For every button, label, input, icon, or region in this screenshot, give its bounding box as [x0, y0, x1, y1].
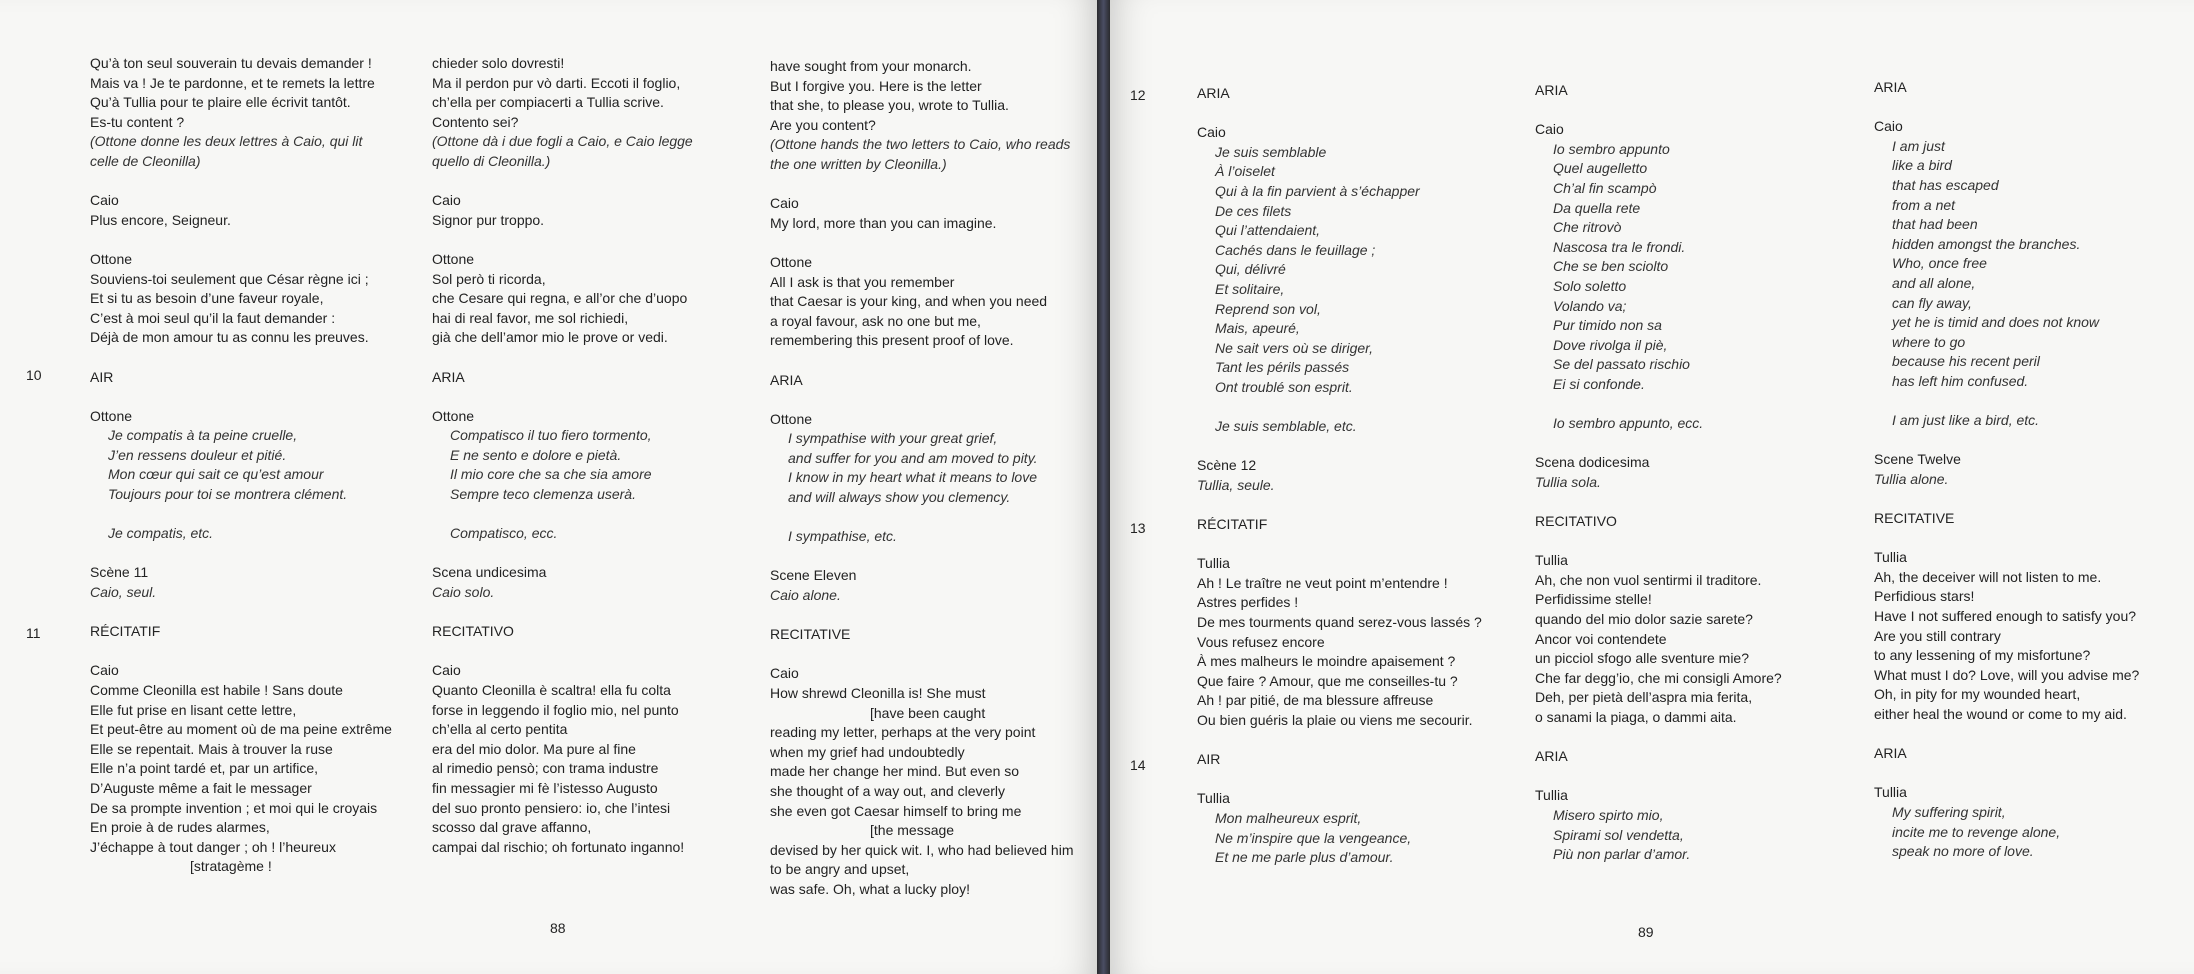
text-line: Qu’à ton seul souverain tu devais demander ! [90, 55, 372, 71]
text-line: Astres perfides ! [1197, 594, 1299, 611]
text-line: like a bird [1892, 157, 1952, 174]
text-line: Mon malheureux esprit, [1215, 809, 1362, 826]
text-line: where to go [1892, 333, 1966, 350]
text-line: forse in leggendo il foglio mio, nel punto [432, 701, 679, 718]
text-line: speak no more of love. [1892, 843, 2034, 860]
spacer [90, 172, 392, 192]
spacer [432, 230, 693, 250]
text-line: De sa prompte invention ; et moi qui le croyais [90, 799, 378, 816]
text-line: Compatisco, ecc. [450, 525, 558, 542]
text-line: Quel augelletto [1553, 160, 1648, 177]
text-line: À mes malheurs le moindre apaisement ? [1197, 653, 1456, 670]
text-line: reading my letter, perhaps at the very point [770, 724, 1036, 741]
text-line: Déjà de mon amour tu as connu les preuves. [90, 329, 369, 346]
text-line: Ottone [432, 250, 475, 267]
text-line: En proie à de rudes alarmes, [90, 819, 270, 836]
text-line: Caio solo. [432, 584, 495, 601]
text-line: that had been [1892, 216, 1978, 233]
text-line: Caio [1874, 118, 1903, 135]
text-line: Sol però ti ricorda, [432, 270, 546, 287]
text-line: Scena dodicesima [1535, 454, 1650, 471]
text-line: RECITATIVO [1535, 513, 1617, 530]
text-line: al rimedio pensò; con trama industre [432, 760, 659, 777]
text-line: RECITATIVO [432, 623, 514, 640]
text-line: made her change her mind. But even so [770, 763, 1020, 780]
text-line: My suffering spirit, [1892, 803, 2006, 820]
spacer [432, 387, 693, 407]
text-line: Ah ! par pitié, de ma blessure affreuse [1197, 692, 1434, 709]
text-line: Deh, per pietà dell’aspra mia ferita, [1535, 689, 1753, 706]
text-line: Qui, délivré [1215, 261, 1286, 278]
text-line: hai di real favor, me sol richiedi, [432, 309, 629, 326]
text-line: che Cesare qui regna, e all’or che d’uopo [432, 290, 688, 307]
text-line: (Ottone hands the two letters to Caio, who reads [770, 136, 1071, 153]
spacer [1874, 764, 2139, 784]
spacer [1197, 495, 1482, 515]
text-line: Quanto Cleonilla è scaltra! ella fu colta [432, 682, 671, 698]
text-line: Ou bien guéris la plaie ou viens me secourir. [1197, 712, 1473, 728]
text-line: Io sembro appunto [1553, 140, 1670, 157]
text-line: Caio [1197, 124, 1226, 141]
text-line: Ottone [90, 407, 133, 424]
text-line: Et ne me parle plus d’amour. [1215, 849, 1394, 866]
text-line: Ch’al fin scampò [1553, 179, 1657, 196]
text-line: Caio [432, 662, 461, 679]
text-line: campai dal rischio; oh fortunato inganno! [432, 838, 685, 855]
text-line: J’en ressens douleur et pitié. [108, 446, 287, 463]
text-line: De ces filets [1215, 202, 1292, 219]
text-line: I am just [1892, 137, 1945, 154]
page-number-left: 88 [550, 920, 566, 936]
text-line: because his recent peril [1892, 353, 2040, 370]
text-line: Scène 11 [90, 564, 149, 581]
spacer [770, 645, 1074, 665]
text-line: that she, to please you, wrote to Tullia. [770, 97, 1009, 114]
text-line: celle de Cleonilla) [90, 152, 201, 169]
spacer [90, 505, 392, 525]
spacer [770, 606, 1074, 626]
text-line: Il mio core che sa che sia amore [450, 466, 652, 483]
text-line: Tullia alone. [1874, 470, 1949, 487]
text-line: has left him confused. [1892, 372, 2029, 389]
spacer [432, 348, 693, 368]
text-line: Compatisco il tuo fiero tormento, [450, 427, 652, 444]
text-line: ARIA [1535, 82, 1568, 98]
text-line: Tullia [1535, 552, 1568, 569]
text-line: a royal favour, ask no one but me, [770, 312, 981, 329]
text-line: yet he is timid and does not know [1892, 314, 2100, 331]
text-line: ch’ella per compiacerti a Tullia scrive. [432, 94, 664, 111]
text-line: can fly away, [1892, 294, 1972, 311]
text-line: Comme Cleonilla est habile ! Sans doute [90, 682, 343, 698]
text-line: Nascosa tra le frondi. [1553, 238, 1686, 255]
text-line: Et peut-être au moment où de ma peine extrême [90, 721, 392, 738]
spacer [770, 351, 1074, 371]
text-line: Tullia [1197, 555, 1230, 572]
text-line: Plus encore, Seigneur. [90, 211, 231, 228]
text-line: Tullia [1535, 787, 1568, 804]
spacer [1874, 489, 2139, 509]
text-line: Ont troublé son esprit. [1215, 378, 1353, 395]
text-line: Je compatis, etc. [108, 525, 214, 542]
spacer [1197, 535, 1482, 555]
text-line: Ah, the deceiver will not listen to me. [1874, 568, 2102, 585]
spacer [1874, 529, 2139, 549]
text-line: All I ask is that you remember [770, 273, 955, 290]
text-line: Tant les périls passés [1215, 359, 1350, 376]
text-line: De mes tourments quand serez-vous lassés ? [1197, 614, 1482, 631]
spacer [1874, 392, 2139, 412]
text-line: ARIA [770, 371, 803, 388]
italian-column [1535, 81, 1782, 865]
italian-column [432, 54, 693, 857]
text-line: Que faire ? Amour, que me conseilles-tu ? [1197, 672, 1458, 689]
spacer [1874, 431, 2139, 451]
spacer [90, 603, 392, 623]
text-line: Mais, apeuré, [1215, 320, 1300, 337]
text-line: Solo soletto [1553, 277, 1627, 294]
text-line: ARIA [1874, 79, 1907, 95]
text-line: she thought of a way out, and cleverly [770, 782, 1006, 799]
text-line: to be angry and upset, [770, 861, 910, 878]
text-line: Scene Twelve [1874, 451, 1961, 468]
spacer [1535, 532, 1782, 552]
text-line: Sempre teco clemenza userà. [450, 486, 636, 503]
text-line: RECITATIVE [770, 626, 851, 643]
spacer [1535, 767, 1782, 787]
text-line: E ne sento e dolore e pietà. [450, 446, 622, 463]
text-line: Da quella rete [1553, 199, 1641, 216]
text-line: Più non parlar d’amor. [1553, 846, 1691, 863]
spacer [1535, 492, 1782, 512]
text-line: from a net [1892, 196, 1956, 213]
text-line: Che far degg’io, che mi consigli Amore? [1535, 669, 1782, 686]
text-line: ch’ella al certo pentita [432, 721, 568, 738]
text-line: Ne sait vers où se diriger, [1215, 339, 1373, 356]
spacer [770, 175, 1074, 195]
spacer [432, 505, 693, 525]
spacer [1197, 398, 1482, 418]
text-line: [the message [870, 822, 955, 839]
spacer [1197, 770, 1482, 790]
text-line: Tullia [1874, 549, 1907, 566]
text-line: that Caesar is your king, and when you need [770, 293, 1048, 310]
text-line: Caio, seul. [90, 584, 157, 601]
text-line: Caio [770, 665, 799, 682]
spacer [1535, 434, 1782, 454]
spacer [1874, 98, 2139, 118]
text-line: AIR [1197, 751, 1221, 768]
text-line: Souviens-toi seulement que César règne ici ; [90, 270, 369, 287]
text-line: Ne m’inspire que la vengeance, [1215, 829, 1412, 846]
text-line: remembering this present proof of love. [770, 332, 1014, 349]
spacer [432, 603, 693, 623]
text-line: incite me to revenge alone, [1892, 823, 2061, 840]
text-line: Caio [432, 192, 461, 209]
text-line: I know in my heart what it means to love [788, 469, 1037, 486]
text-line: Perfidissime stelle! [1535, 591, 1652, 608]
text-line: and all alone, [1892, 274, 1976, 291]
spacer [432, 642, 693, 662]
text-line: Scene Eleven [770, 567, 857, 584]
text-line: Toujours pour toi se montrera clément. [108, 486, 348, 503]
text-line: Scena undicesima [432, 564, 547, 581]
text-line: Che se ben sciolto [1553, 258, 1669, 275]
text-line: quando del mio dolor sazie sarete? [1535, 611, 1753, 628]
text-line: Et solitaire, [1215, 280, 1285, 297]
text-line: Ah ! Le traître ne veut point m’entendre ! [1197, 574, 1448, 591]
text-line: RÉCITATIF [90, 623, 161, 640]
text-line: (Ottone donne les deux lettres à Caio, qui lit [90, 133, 363, 150]
text-line: was safe. Oh, what a lucky ploy! [770, 880, 970, 897]
text-line: Pur timido non sa [1553, 317, 1662, 334]
spacer [1197, 731, 1482, 751]
text-line: Scène 12 [1197, 457, 1257, 474]
text-line: o sanami la piaga, o dammi aita. [1535, 709, 1737, 725]
text-line: Signor pur troppo. [432, 211, 545, 228]
text-line: My lord, more than you can imagine. [770, 214, 997, 231]
text-line: [stratagème ! [190, 858, 272, 875]
text-line: Ei si confonde. [1553, 375, 1645, 392]
text-line: Caio [90, 192, 119, 209]
text-line: when my grief had undoubtedly [770, 743, 965, 760]
spacer [770, 390, 1074, 410]
spacer [90, 387, 392, 407]
text-line: How shrewd Cleonilla is! She must [770, 685, 986, 701]
text-line: (Ottone dà i due fogli a Caio, e Caio legge [432, 133, 693, 150]
text-line: un picciol sfogo alle sventure mie? [1535, 650, 1750, 667]
text-line: Vous refusez encore [1197, 633, 1325, 650]
text-line: Tullia [1197, 790, 1230, 807]
spacer [90, 230, 392, 250]
text-line: del suo pronto pensiero: io, che l’intesi [432, 799, 671, 816]
text-line: hidden amongst the branches. [1892, 235, 2081, 252]
text-line: C’est à moi seul qu’il la faut demander : [90, 309, 336, 326]
text-line: RECITATIVE [1874, 510, 1955, 527]
text-line: già che dell’amor mio le prove or vedi. [432, 329, 668, 346]
text-line: Je compatis à ta peine cruelle, [108, 427, 298, 444]
text-line: Cachés dans le feuillage ; [1215, 241, 1376, 258]
text-line: Ottone [770, 410, 813, 427]
text-line: Elle n’a point tardé et, par un artifice, [90, 760, 319, 777]
french-column [90, 54, 392, 877]
text-line: Et si tu as besoin d’une faveur royale, [90, 290, 324, 307]
text-line: Reprend son vol, [1215, 300, 1321, 317]
text-line: Caio [1535, 121, 1564, 138]
text-line: that has escaped [1892, 176, 1999, 193]
text-line: have sought from your monarch. [770, 58, 972, 74]
text-line: Ah, che non vuol sentirmi il traditore. [1535, 571, 1762, 588]
text-line: But I forgive you. Here is the letter [770, 77, 982, 94]
text-line: Elle se repentait. Mais à trouver la ruse [90, 740, 333, 757]
text-line: I sympathise with your great grief, [788, 430, 998, 447]
text-line: Qu’à Tullia pour te plaire elle écrivit tantôt. [90, 94, 351, 111]
text-line: Elle fut prise en lisant cette lettre, [90, 701, 297, 718]
spacer [1535, 728, 1782, 748]
text-line: J’échappe à tout danger ; oh ! l’heureux [90, 838, 336, 855]
text-line: and suffer for you and am moved to pity. [788, 449, 1038, 466]
text-line: era del mio dolor. Ma pure al fine [432, 740, 636, 757]
text-line: I am just like a bird, etc. [1892, 412, 2040, 429]
section-number: 11 [26, 625, 41, 641]
text-line: Mon cœur qui sait ce qu’est amour [108, 466, 324, 483]
english-column [1874, 78, 2139, 862]
spacer [1535, 101, 1782, 121]
text-line: ARIA [432, 368, 465, 385]
text-line: Perfidious stars! [1874, 588, 1975, 605]
text-line: the one written by Cleonilla.) [770, 155, 947, 172]
text-line: ARIA [1535, 748, 1568, 765]
text-line: scosso dal grave affanno, [432, 819, 592, 836]
text-line: I sympathise, etc. [788, 528, 897, 545]
section-number: 14 [1130, 757, 1146, 773]
text-line: Io sembro appunto, ecc. [1553, 415, 1704, 432]
text-line: Caio alone. [770, 587, 841, 604]
text-line: Ottone [90, 250, 133, 267]
french-column [1197, 84, 1482, 868]
spacer [1874, 725, 2139, 745]
text-line: Caio [90, 662, 119, 679]
text-line: D’Auguste même a fait le messager [90, 779, 312, 796]
text-line: Misero spirto mio, [1553, 806, 1664, 823]
text-line: quello di Cleonilla.) [432, 152, 551, 169]
text-line: Mais va ! Je te pardonne, et te remets la lettre [90, 74, 375, 91]
text-line: to any lessening of my misfortune? [1874, 647, 2091, 664]
text-line: Je suis semblable, etc. [1215, 418, 1357, 435]
text-line: Volando va; [1553, 297, 1627, 314]
text-line: Ma il perdon pur vò darti. Eccoti il foglio, [432, 74, 681, 91]
text-line: Ancor voi contendete [1535, 630, 1667, 647]
text-line: Ottone [432, 407, 475, 424]
section-number: 12 [1130, 87, 1146, 103]
text-line: Dove rivolga il piè, [1553, 336, 1668, 353]
text-line: Spirami sol vendetta, [1553, 826, 1684, 843]
text-line: ARIA [1874, 745, 1907, 762]
section-number: 13 [1130, 520, 1146, 536]
text-line: Who, once free [1892, 255, 1987, 272]
text-line: Are you still contrary [1874, 627, 2001, 644]
text-line: Qui l’attendaient, [1215, 222, 1321, 239]
text-line: devised by her quick wit. I, who had believed him [770, 841, 1074, 858]
english-column [770, 57, 1074, 900]
spacer [1197, 437, 1482, 457]
spacer [770, 233, 1074, 253]
spacer [770, 547, 1074, 567]
text-line: Je suis semblable [1215, 143, 1327, 160]
text-line: [have been caught [870, 704, 986, 721]
text-line: Es-tu content ? [90, 113, 185, 130]
text-line: Are you content? [770, 116, 876, 133]
text-line: either heal the wound or come to my aid. [1874, 706, 2127, 722]
spacer [1535, 395, 1782, 415]
text-line: and will always show you clemency. [788, 489, 1011, 506]
text-line: AIR [90, 368, 114, 385]
text-line: RÉCITATIF [1197, 516, 1268, 533]
text-line: Caio [770, 195, 799, 212]
text-line: Tullia, seule. [1197, 476, 1275, 493]
text-line: Se del passato rischio [1553, 356, 1690, 373]
section-number: 10 [26, 367, 42, 383]
page-number-right: 89 [1638, 924, 1654, 940]
spacer [1197, 104, 1482, 124]
spacer [90, 642, 392, 662]
text-line: she even got Caesar himself to bring me [770, 802, 1022, 819]
text-line: Ottone [770, 253, 813, 270]
spacer [90, 348, 392, 368]
spacer [432, 544, 693, 564]
right-page [1110, 0, 2194, 974]
text-line: Tullia sola. [1535, 473, 1601, 490]
text-line: À l’oiselet [1215, 163, 1275, 180]
spacer [90, 544, 392, 564]
spacer [432, 172, 693, 192]
text-line: Oh, in pity for my wounded heart, [1874, 686, 2081, 703]
text-line: Contento sei? [432, 113, 519, 130]
text-line: ARIA [1197, 85, 1230, 101]
text-line: Che ritrovò [1553, 219, 1622, 236]
text-line: fin messagier mi fè l’istesso Augusto [432, 779, 658, 796]
text-line: Tullia [1874, 784, 1907, 801]
text-line: Have I not suffered enough to satisfy you? [1874, 608, 2137, 625]
text-line: What must I do? Love, will you advise me? [1874, 666, 2140, 683]
spacer [770, 508, 1074, 528]
book-gutter [1097, 0, 1110, 974]
text-line: chieder solo dovresti! [432, 55, 565, 71]
text-line: Qui à la fin parvient à s’échapper [1215, 182, 1420, 199]
